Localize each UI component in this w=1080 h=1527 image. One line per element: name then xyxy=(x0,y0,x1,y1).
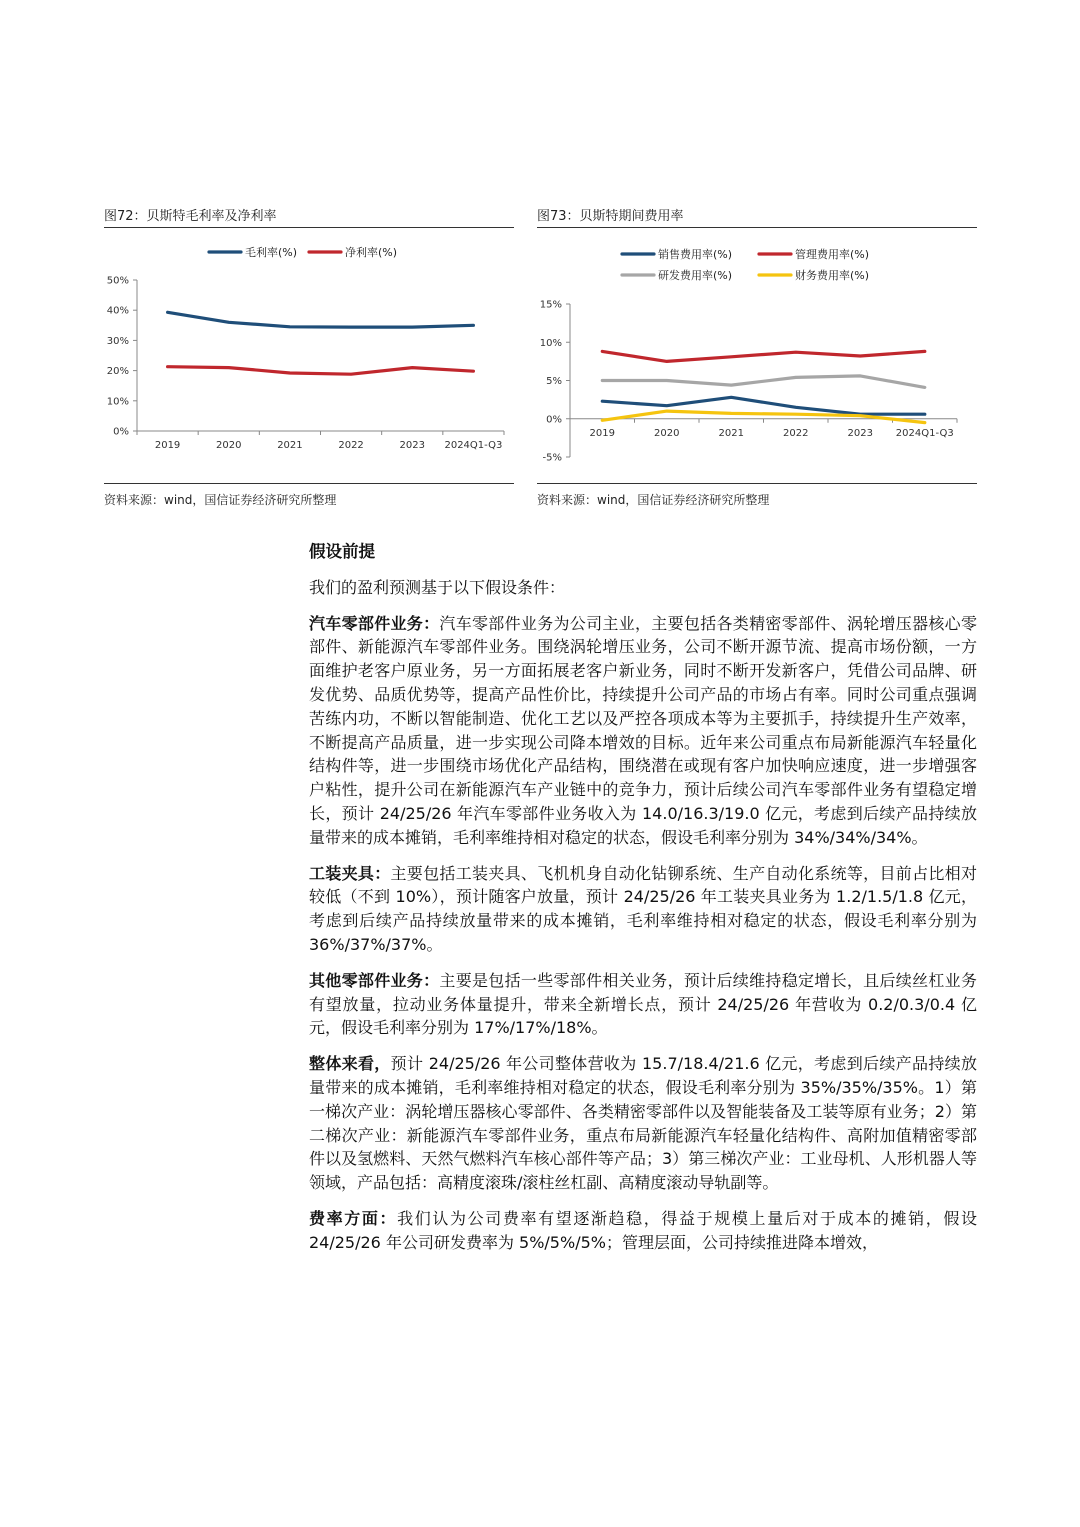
x-tick-label: 2019 xyxy=(154,440,181,451)
y-tick-label: 0% xyxy=(113,426,129,438)
fixtures-label: 工装夹具： xyxy=(309,863,391,883)
series-line-2 xyxy=(168,367,474,375)
overall-body: 预计 24/25/26 年公司整体营收为 15.7/18.4/21.6 亿元，考虑到后续产品持续放量带来的成本摊销，毛利率维持相对稳定的状态，假设毛利率分别为 35%/35%/35%。1）第一梯次产业：涡轮增压器核心零部件、各类精密零部件以及智能装备及工装等原有业务；2）第二梯次产业：新能源汽车零部件业务，重点布局新能源汽车轻量化结构件、高附加值精密零部件以及氢燃料、天然气燃料汽车核心部件等产品；3）第三梯次产业：工业母机、人形机器人等领域，产品包括：高精度滚珠/滚柱丝杠副、高精度滚动导轨副等。 xyxy=(309,1054,977,1193)
body-text xyxy=(309,540,977,1267)
figure-73-title: 图73：贝斯特期间费用率 xyxy=(537,209,684,224)
legend-label: 净利率(%) xyxy=(345,246,398,259)
y-tick-label: 0% xyxy=(546,414,562,426)
series-line-2 xyxy=(602,351,925,361)
legend-label: 财务费用率(%) xyxy=(795,269,870,282)
x-tick-label: 2023 xyxy=(847,427,873,439)
y-tick-label: -5% xyxy=(542,452,562,464)
intro-text: 我们的盈利预测基于以下假设条件： xyxy=(309,577,566,597)
x-tick-label: 2020 xyxy=(216,440,242,451)
figure-72-bottom-rule xyxy=(104,483,514,484)
series-line-1 xyxy=(168,312,474,327)
y-tick-label: 30% xyxy=(106,335,129,347)
x-tick-label: 2019 xyxy=(589,427,615,439)
other-parts-body: 主要是包括一些零部件相关业务，预计后续维持稳定增长，且后续丝杠业务有望放量，拉动业务体量提升，带来全新增长点，预计 24/25/26 年营收为 0.2/0.3/0.4 亿元，假设毛利率分别为 17%/17%/18%。 xyxy=(309,970,977,1038)
x-tick-label: 2024Q1-Q3 xyxy=(444,440,503,451)
y-tick-label: 10% xyxy=(106,396,129,408)
figure-72-title: 图72：贝斯特毛利率及净利率 xyxy=(104,209,277,224)
legend-label: 研发费用率(%) xyxy=(658,269,733,282)
x-tick-label: 2020 xyxy=(654,427,680,439)
figure-73-source: 资料来源：wind，国信证券经济研究所整理 xyxy=(537,493,770,507)
fixtures-body: 主要包括工装夹具、飞机机身自动化钻铆系统、生产自动化系统等，目前占比相对较低（不到 10%），预计随客户放量，预计 24/25/26 年工装夹具业务为 1.2/1.5/1.8 亿元，考虑到后续产品持续放量带来的成本摊销，毛利率维持相对稳定的状态，假设毛利率分别为 36%/37%/37%。 xyxy=(309,863,977,954)
figure-73-bottom-rule xyxy=(537,483,977,484)
expense-label: 费率方面： xyxy=(309,1208,398,1228)
other-parts-label: 其他零部件业务： xyxy=(309,970,440,990)
figure-72-top-rule xyxy=(104,227,514,228)
legend-label: 销售费用率(%) xyxy=(658,248,733,261)
intro-paragraph xyxy=(309,576,977,600)
legend-label: 毛利率(%) xyxy=(245,246,298,259)
figure-72-source: 资料来源：wind，国信证券经济研究所整理 xyxy=(104,493,337,507)
x-tick-label: 2022 xyxy=(338,440,364,451)
x-tick-label: 2021 xyxy=(277,440,303,451)
section-heading: 假设前提 xyxy=(309,542,375,561)
auto-parts-body: 汽车零部件业务为公司主业，主要包括各类精密零部件、涡轮增压器核心零部件、新能源汽车零部件业务。围绕涡轮增压业务，公司不断开源节流、提高市场份额，一方面维护老客户原业务，另一方面拓展老客户新业务，同时不断开发新客户，凭借公司品牌、研发优势、品质优势等，提高产品性价比，持续提升公司产品的市场占有率。同时公司重点强调苦练内功，不断以智能制造、优化工艺以及严控各项成本等为主要抓手，持续提升生产效率，不断提高产品质量，进一步实现公司降本增效的目标。近年来公司重点布局新能源汽车轻量化结构件等，进一步围绕市场优化产品结构，围绕潜在或现有客户加快响应速度，进一步增强客户粘性，提升公司在新能源汽车产业链中的竞争力，预计后续公司汽车零部件业务有望稳定增长，预计 24/25/26 年汽车零部件业务收入为 14.0/16.3/19.0 亿元，考虑到后续产品持续放量带来的成本摊销，毛利率维持相对稳定的状态，假设毛利率分别为 34%/34%/34%。 xyxy=(309,613,977,847)
y-tick-label: 10% xyxy=(539,337,562,349)
overall-label: 整体来看， xyxy=(309,1054,391,1074)
expense-body: 我们认为公司费率有望逐渐趋稳，得益于规模上量后对于成本的摊销，假设 24/25/26 年公司研发费率为 5%/5%/5%；管理层面，公司持续推进降本增效， xyxy=(309,1208,977,1252)
auto-parts-label: 汽车零部件业务： xyxy=(309,613,440,633)
legend-label: 管理费用率(%) xyxy=(795,248,870,261)
series-line-1 xyxy=(602,397,925,414)
other-parts-paragraph xyxy=(309,969,977,1040)
y-tick-label: 50% xyxy=(106,275,129,287)
figure-73-chart xyxy=(537,232,977,480)
series-line-3 xyxy=(602,376,925,388)
y-tick-label: 20% xyxy=(106,366,129,378)
y-tick-label: 15% xyxy=(539,299,562,311)
figure-73-top-rule xyxy=(537,227,977,228)
x-tick-label: 2023 xyxy=(399,440,425,451)
x-tick-label: 2024Q1-Q3 xyxy=(895,427,954,439)
y-tick-label: 5% xyxy=(546,376,562,387)
fixtures-paragraph xyxy=(309,862,977,957)
figure-72-chart xyxy=(104,232,514,480)
x-tick-label: 2022 xyxy=(783,427,809,439)
y-tick-label: 40% xyxy=(106,305,129,317)
auto-parts-paragraph xyxy=(309,612,977,850)
overall-paragraph xyxy=(309,1052,977,1195)
x-tick-label: 2021 xyxy=(718,427,744,439)
expense-paragraph xyxy=(309,1207,977,1255)
